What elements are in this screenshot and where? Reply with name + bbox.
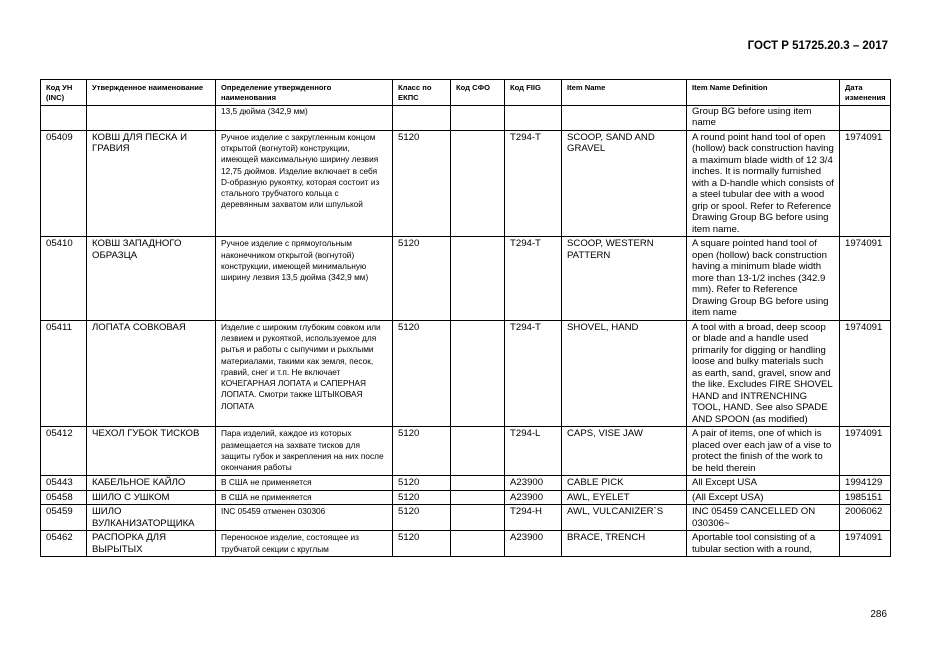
cell-definition-ru: Переносное изделие, состоящее из трубчатой секции с круглым — [216, 531, 393, 557]
cell-date: 1985151 — [840, 490, 891, 505]
cell-date: 1974091 — [840, 237, 891, 321]
cell-name-ru: ЧЕХОЛ ГУБОК ТИСКОВ — [87, 427, 216, 476]
cell-inc — [41, 105, 87, 130]
cell-fiig: T294-T — [505, 130, 562, 237]
cell-sfo — [451, 490, 505, 505]
table-row — [41, 476, 891, 491]
table-header-row — [41, 80, 891, 106]
cell-sfo — [451, 130, 505, 237]
table-row — [41, 130, 891, 237]
cell-item-name: AWL, VULCANIZER`S — [562, 505, 687, 531]
cell-sfo — [451, 320, 505, 427]
cell-name-ru: КОВШ ДЛЯ ПЕСКА И ГРАВИЯ — [87, 130, 216, 237]
table-row — [41, 505, 891, 531]
cell-date — [840, 105, 891, 130]
column-header-definition-ru: Определение утвержденного наименования — [216, 80, 393, 106]
cell-fiig: T294-H — [505, 505, 562, 531]
cell-item-definition: A square pointed hand tool of open (hollow) back construction having a minimum blade width more than 13-1/2 inches (342.9 mm). Refer to Reference Drawing Group BG before using item name — [687, 237, 840, 321]
cell-class: 5120 — [393, 505, 451, 531]
cell-item-name — [562, 105, 687, 130]
cell-class — [393, 105, 451, 130]
cell-sfo — [451, 237, 505, 321]
cell-item-definition: INC 05459 CANCELLED ON 030306~ — [687, 505, 840, 531]
cell-item-definition: A pair of items, one of which is placed over each jaw of a vise to protect the finish of the work to be held therein — [687, 427, 840, 476]
cell-definition-ru: Изделие с широким глубоким совком или лезвием и рукояткой, используемое для рытья и работы с сыпучими и рыхлыми материалами, такими как земля, песок, гравий, снег и т.п. Не включает КОЧЕГАРНАЯ ЛОПАТА и САПЕРНАЯ ЛОПАТА. Смотри также ШТЫКОВАЯ ЛОПАТА — [216, 320, 393, 427]
cell-inc: 05459 — [41, 505, 87, 531]
cell-item-name: CAPS, VISE JAW — [562, 427, 687, 476]
cell-fiig: A23900 — [505, 476, 562, 491]
cell-name-ru — [87, 105, 216, 130]
column-header-item-definition: Item Name Definition — [687, 80, 840, 106]
cell-name-ru: РАСПОРКА ДЛЯ ВЫРЫТЫХ — [87, 531, 216, 557]
table-row — [41, 237, 891, 321]
cell-item-name: SCOOP, SAND AND GRAVEL — [562, 130, 687, 237]
cell-item-definition: A round point hand tool of open (hollow) back construction having a maximum blade width of 12 3/4 inches. It is normally furnished with a D-handle which consists of a steel tubular dee with a wood grip or spool. Refer to Reference Drawing Group BG before using item name. — [687, 130, 840, 237]
cell-fiig: A23900 — [505, 490, 562, 505]
column-header-sfo: Код СФО — [451, 80, 505, 106]
cell-name-ru: ЛОПАТА СОВКОВАЯ — [87, 320, 216, 427]
cell-item-name: SHOVEL, HAND — [562, 320, 687, 427]
cell-fiig: T294-T — [505, 237, 562, 321]
cell-inc: 05411 — [41, 320, 87, 427]
cell-class: 5120 — [393, 237, 451, 321]
cell-item-name: SCOOP, WESTERN PATTERN — [562, 237, 687, 321]
cell-date: 1974091 — [840, 531, 891, 557]
cell-definition-ru: В США не применяется — [216, 490, 393, 505]
cell-definition-ru: 13,5 дюйма (342,9 мм) — [216, 105, 393, 130]
cell-fiig — [505, 105, 562, 130]
nomenclature-table — [40, 79, 891, 557]
cell-item-name: AWL, EYELET — [562, 490, 687, 505]
cell-fiig: T294-T — [505, 320, 562, 427]
cell-inc: 05412 — [41, 427, 87, 476]
cell-item-definition: (All Except USA) — [687, 490, 840, 505]
cell-inc: 05462 — [41, 531, 87, 557]
cell-name-ru: ШИЛО С УШКОМ — [87, 490, 216, 505]
cell-class: 5120 — [393, 476, 451, 491]
document-header: ГОСТ Р 51725.20.3 – 2017 — [747, 40, 888, 52]
cell-date: 1974091 — [840, 130, 891, 237]
cell-item-definition: Group BG before using item name — [687, 105, 840, 130]
column-header-inc: Код УН (INC) — [41, 80, 87, 106]
cell-class: 5120 — [393, 490, 451, 505]
cell-inc: 05458 — [41, 490, 87, 505]
column-header-item-name: Item Name — [562, 80, 687, 106]
cell-item-definition: Aportable tool consisting of a tubular section with a round, — [687, 531, 840, 557]
cell-class: 5120 — [393, 427, 451, 476]
cell-inc: 05410 — [41, 237, 87, 321]
cell-sfo — [451, 505, 505, 531]
table-row — [41, 320, 891, 427]
table-row — [41, 105, 891, 130]
column-header-fiig: Код FIIG — [505, 80, 562, 106]
cell-name-ru: КОВШ ЗАПАДНОГО ОБРАЗЦА — [87, 237, 216, 321]
column-header-class: Класс по ЕКПС — [393, 80, 451, 106]
cell-definition-ru: INC 05459 отменен 030306 — [216, 505, 393, 531]
cell-fiig: A23900 — [505, 531, 562, 557]
cell-item-name: BRACE, TRENCH — [562, 531, 687, 557]
cell-date: 1974091 — [840, 427, 891, 476]
table-row — [41, 531, 891, 557]
column-header-name-ru: Утвержденное наименование — [87, 80, 216, 106]
cell-inc: 05443 — [41, 476, 87, 491]
cell-fiig: T294-L — [505, 427, 562, 476]
cell-date: 1994129 — [840, 476, 891, 491]
table-row — [41, 427, 891, 476]
cell-inc: 05409 — [41, 130, 87, 237]
cell-definition-ru: Ручное изделие с прямоугольным наконечником открытой (вогнутой) конструкции, имеющей минимальную ширину лезвия 13,5 дюйма (342,9 мм) — [216, 237, 393, 321]
column-header-date: Дата изменения — [840, 80, 891, 106]
cell-date: 1974091 — [840, 320, 891, 427]
cell-item-definition: All Except USA — [687, 476, 840, 491]
cell-definition-ru: В США не применяется — [216, 476, 393, 491]
cell-class: 5120 — [393, 130, 451, 237]
cell-sfo — [451, 476, 505, 491]
page-number: 286 — [870, 609, 887, 620]
cell-sfo — [451, 105, 505, 130]
cell-definition-ru: Пара изделий, каждое из которых размещается на захвате тисков для защиты губок и закрепления на них после окончания работы — [216, 427, 393, 476]
cell-date: 2006062 — [840, 505, 891, 531]
cell-name-ru: КАБЕЛЬНОЕ КАЙЛО — [87, 476, 216, 491]
cell-sfo — [451, 427, 505, 476]
cell-item-name: CABLE PICK — [562, 476, 687, 491]
cell-definition-ru: Ручное изделие с закругленным концом открытой (вогнутой) конструкции, имеющей максимальную ширину лезвия 12,75 дюймов. Изделие включает в себя D-образную рукоятку, которая состоит из стального трубчатого кольца с деревянным захватом или шпулькой — [216, 130, 393, 237]
cell-class: 5120 — [393, 320, 451, 427]
table-row — [41, 490, 891, 505]
cell-item-definition: A tool with a broad, deep scoop or blade and a handle used primarily for digging or handling loose and bulky materials such as earth, sand, gravel, snow and the like. Excludes FIRE SHOVEL HAND and INTRENCHING TOOL, HAND. See also SPADE AND SPOON (as modified) — [687, 320, 840, 427]
cell-sfo — [451, 531, 505, 557]
cell-name-ru: ШИЛО ВУЛКАНИЗАТОРЩИКА — [87, 505, 216, 531]
cell-class: 5120 — [393, 531, 451, 557]
